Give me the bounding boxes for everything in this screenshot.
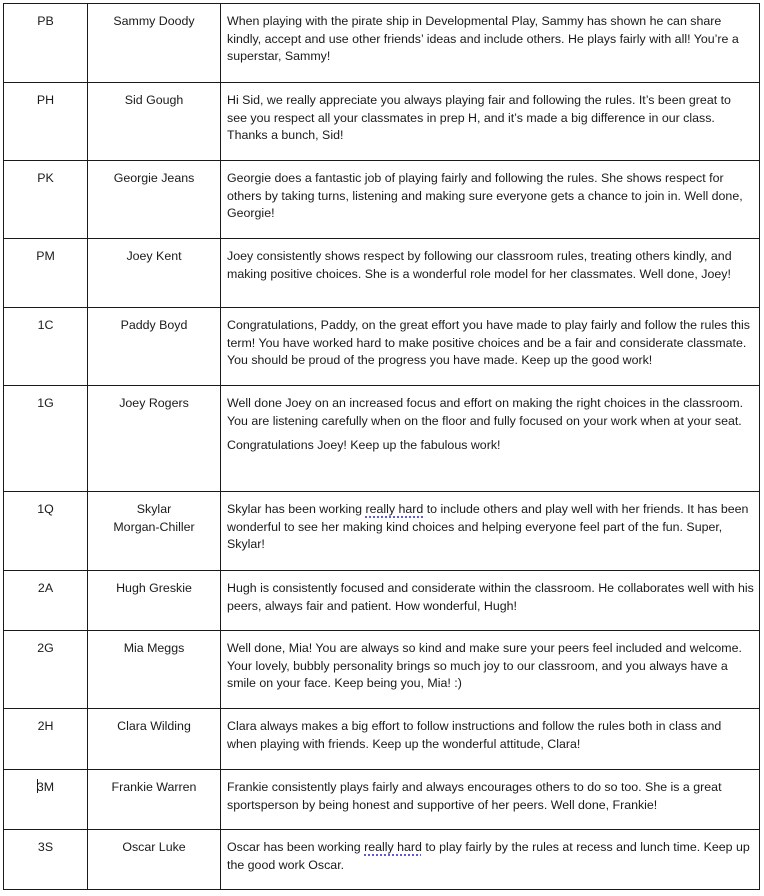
student-name: Hugh Greskie bbox=[116, 581, 192, 595]
class-code: 3S bbox=[37, 840, 54, 854]
class-code: 1C bbox=[37, 318, 54, 332]
table-row bbox=[4, 770, 760, 830]
name-cell[interactable] bbox=[88, 830, 221, 890]
table-row bbox=[4, 571, 760, 631]
table-row bbox=[4, 386, 760, 492]
student-name-line-2: Morgan-Chiller bbox=[113, 519, 195, 534]
name-cell[interactable] bbox=[88, 161, 221, 239]
message-text: to play fairly by the rules at recess and lunch time. Keep up the good work Oscar. bbox=[227, 840, 750, 872]
name-cell[interactable] bbox=[88, 83, 221, 161]
table-row bbox=[4, 83, 760, 161]
student-name: Frankie Warren bbox=[111, 780, 197, 794]
message-cell[interactable] bbox=[221, 492, 760, 571]
name-cell[interactable] bbox=[88, 386, 221, 492]
class-code: PB bbox=[37, 14, 54, 28]
class-code: PK bbox=[37, 171, 54, 185]
class-cell[interactable] bbox=[4, 308, 88, 386]
award-message bbox=[227, 501, 754, 554]
message-cell[interactable] bbox=[221, 239, 760, 308]
class-cell[interactable] bbox=[4, 239, 88, 308]
message-cell[interactable] bbox=[221, 4, 760, 83]
student-name: Oscar Luke bbox=[122, 840, 186, 854]
award-message: Well done Joey on an increased focus and effort on making the right choices in the classroom. You are listening carefully when on the floor and fully focused on your work when at your seat. bbox=[227, 396, 744, 428]
message-text: to include others and play well with her friends. It has been wonderful to see her making kind choices and helping everyone feel part of the fun. Super, Skylar! bbox=[227, 502, 749, 552]
spellcheck-flagged-text[interactable]: really hard bbox=[365, 502, 424, 516]
student-name: Clara Wilding bbox=[117, 719, 191, 733]
class-cell[interactable] bbox=[4, 161, 88, 239]
message-cell[interactable] bbox=[221, 308, 760, 386]
name-cell[interactable] bbox=[88, 770, 221, 830]
name-cell[interactable] bbox=[88, 709, 221, 770]
class-cell[interactable] bbox=[4, 571, 88, 631]
name-cell[interactable] bbox=[88, 239, 221, 308]
award-message: Frankie consistently plays fairly and always encourages others to do so too. She is a great sportsperson by being honest and supportive of her peers. Well done, Frankie! bbox=[227, 780, 722, 812]
name-cell[interactable] bbox=[88, 571, 221, 631]
award-message: Well done, Mia! You are always so kind and make sure your peers feel included and welcome. Your lovely, bubbly personality brings so much joy to our classroom, and you always have a smile on your face. Keep being you, Mia! :) bbox=[227, 641, 742, 691]
award-message: Georgie does a fantastic job of playing fairly and following the rules. She shows respect for others by taking turns, listening and making sure everyone gets a chance to join in. Well done, Georgie! bbox=[227, 171, 743, 221]
student-name: Sid Gough bbox=[124, 93, 184, 107]
class-cell[interactable] bbox=[4, 709, 88, 770]
name-cell[interactable] bbox=[88, 308, 221, 386]
table-row bbox=[4, 239, 760, 308]
class-cell[interactable] bbox=[4, 492, 88, 571]
class-code: PM bbox=[36, 249, 55, 263]
message-cell[interactable] bbox=[221, 571, 760, 631]
table-row bbox=[4, 830, 760, 890]
award-message: Congratulations, Paddy, on the great effort you have made to play fairly and follow the rules this term! You have worked hard to make positive choices and be a fair and considerate classmate. You should be proud of the progress you have made. Keep up the good work! bbox=[227, 318, 751, 368]
student-name-line-1: Skylar bbox=[136, 502, 172, 516]
class-cell[interactable] bbox=[4, 4, 88, 83]
award-message bbox=[227, 839, 754, 874]
award-message-closing: Congratulations Joey! Keep up the fabulous work! bbox=[227, 438, 501, 453]
message-cell[interactable] bbox=[221, 386, 760, 492]
award-message: Joey consistently shows respect by following our classroom rules, treating others kindly, and making positive choices. She is a wonderful role model for her classmates. Well done, Joey! bbox=[227, 249, 732, 281]
name-cell[interactable] bbox=[88, 4, 221, 83]
class-code: PH bbox=[36, 93, 55, 107]
student-name: Sammy Doody bbox=[113, 14, 195, 28]
awards-table bbox=[3, 3, 760, 890]
table-row bbox=[4, 492, 760, 571]
class-cell[interactable] bbox=[4, 83, 88, 161]
award-message: Hi Sid, we really appreciate you always playing fair and following the rules. It’s been great to see you respect all your classmates in prep H, and it’s made a big difference in our class. Thanks a bunch, Sid! bbox=[227, 93, 731, 143]
message-cell[interactable] bbox=[221, 830, 760, 890]
student-name: Paddy Boyd bbox=[120, 318, 188, 332]
spellcheck-flagged-text[interactable]: really hard bbox=[364, 840, 422, 854]
class-code: 1Q bbox=[37, 502, 54, 516]
table-row bbox=[4, 631, 760, 709]
student-name: Mia Meggs bbox=[123, 641, 185, 655]
message-cell[interactable] bbox=[221, 770, 760, 830]
message-cell[interactable] bbox=[221, 161, 760, 239]
class-cell[interactable] bbox=[4, 770, 88, 830]
table-row bbox=[4, 4, 760, 83]
award-message: When playing with the pirate ship in Developmental Play, Sammy has shown he can share kindly, accept and use other friends’ ideas and include others. He plays fairly with all! You’re a superstar, Sammy! bbox=[227, 14, 739, 64]
message-cell[interactable] bbox=[221, 709, 760, 770]
class-code: 2A bbox=[37, 581, 54, 595]
message-text: Skylar has been working bbox=[227, 502, 366, 516]
class-code: 3M bbox=[36, 780, 55, 794]
class-code: 1G bbox=[37, 396, 54, 410]
message-cell[interactable] bbox=[221, 83, 760, 161]
class-code: 2G bbox=[37, 641, 54, 655]
message-text: Oscar has been working bbox=[227, 840, 365, 854]
message-cell[interactable] bbox=[221, 631, 760, 709]
student-name: Joey Rogers bbox=[119, 396, 189, 410]
name-cell[interactable] bbox=[88, 631, 221, 709]
table-row bbox=[4, 709, 760, 770]
class-cell[interactable] bbox=[4, 631, 88, 709]
table-row bbox=[4, 161, 760, 239]
student-name: Georgie Jeans bbox=[113, 171, 195, 185]
class-code: 2H bbox=[37, 719, 54, 733]
class-cell[interactable] bbox=[4, 386, 88, 492]
name-cell[interactable] bbox=[88, 492, 221, 571]
table-row bbox=[4, 308, 760, 386]
student-name: Joey Kent bbox=[126, 249, 182, 263]
award-message: Clara always makes a big effort to follow instructions and follow the rules both in class and when playing with friends. Keep up the wonderful attitude, Clara! bbox=[227, 719, 722, 751]
class-cell[interactable] bbox=[4, 830, 88, 890]
award-message: Hugh is consistently focused and considerate within the classroom. He collaborates well with his peers, always fair and patient. How wonderful, Hugh! bbox=[227, 581, 754, 613]
